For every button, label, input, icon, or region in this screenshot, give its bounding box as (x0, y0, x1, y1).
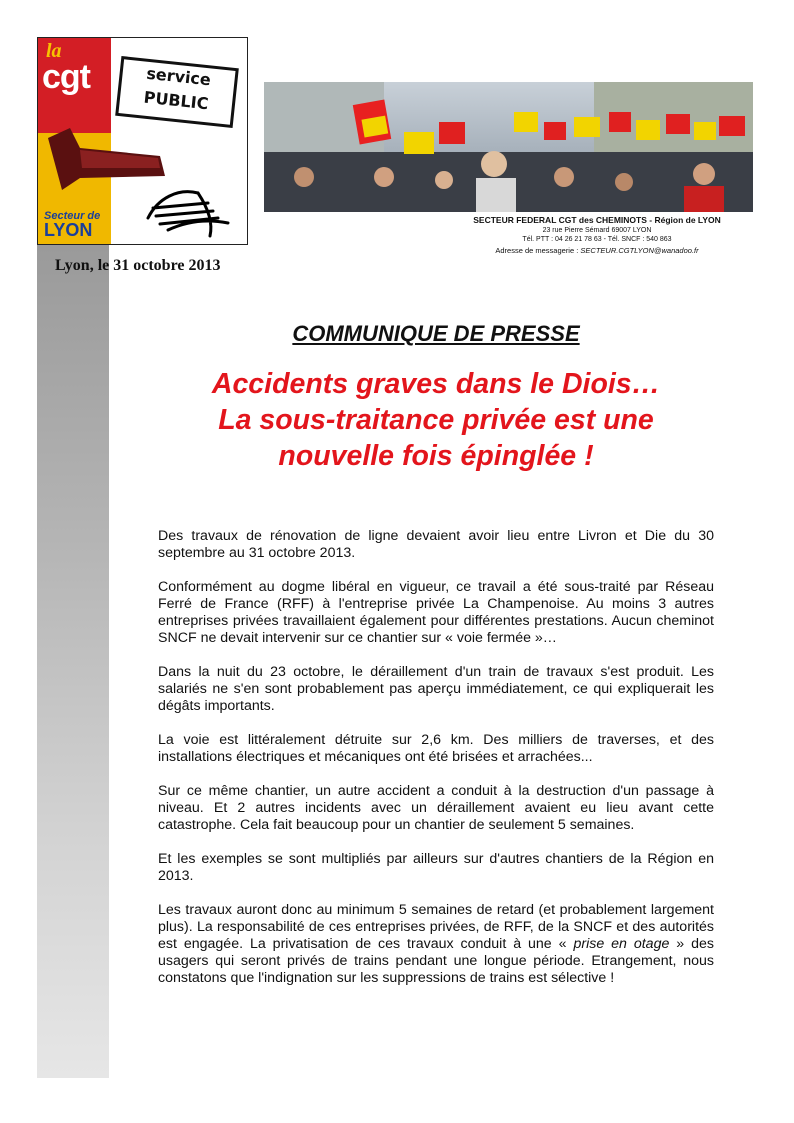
logo-signature-icon (138, 178, 238, 238)
contact-phones: Tél. PTT : 04 26 21 78 63 - Tél. SNCF : 540 863 (522, 236, 672, 243)
headline-line-3: nouvelle fois épinglée ! (278, 440, 594, 472)
contact-email-label: Adresse de messagerie : (495, 246, 581, 255)
last-paragraph-start: Les travaux auront donc au minimum 5 semaines de retard (et probablement largement plus). La responsabilité de ces entreprises privées, de RFF, de la SNCF et des autorités est engagée. La privatisation de ces travaux conduit à une « (158, 902, 714, 952)
logo-la-text: la (46, 40, 62, 62)
contact-address: 23 rue Pierre Sémard 69007 LYON (542, 227, 652, 234)
logo-secteur-text: Secteur de (44, 210, 101, 222)
paragraph: La voie est littéralement détruite sur 2,6 km. Des milliers de traverses, et des installations électriques et mécaniques ont été brisées et arrachées... (158, 732, 714, 765)
demonstration-photo (264, 82, 753, 212)
contact-org: SECTEUR FEDERAL CGT des CHEMINOTS - Région de LYON (473, 215, 721, 225)
paragraph: Sur ce même chantier, un autre accident a conduit à la destruction d'un passage à niveau. Et 2 autres incidents avec un déraillement avaient eu lieu avant cette catastrophe. Cela fait beaucoup pour un chantier de seulement 5 semaines. (158, 783, 714, 833)
left-gray-sidebar (37, 245, 109, 1078)
paragraph: Des travaux de rénovation de ligne devaient avoir lieu entre Livron et Die du 30 septembre au 31 octobre 2013. (158, 528, 714, 561)
contact-block (441, 214, 753, 258)
last-paragraph-end: » des usagers qui seront privés de trains pendant une longue période. Etrangement, nous constatons que l'indignation sur les suppressions de trains est sélective ! (158, 936, 714, 986)
contact-email: SECTEUR.CGTLYON@wanadoo.fr (580, 246, 699, 255)
service-public-stamp (115, 56, 239, 128)
body-text (158, 528, 714, 1004)
paragraph: Conformément au dogme libéral en vigueur, ce travail a été sous-traité par Réseau Ferré de France (RFF) à l'entreprise privée La Champenoise. Au moins 3 autres entreprises privées travaillaient également pour différentes prestations. Aucun cheminot SNCF ne devait intervenir sur ce chantier sur « voie fermée »… (158, 579, 714, 646)
place-date: Lyon, le 31 octobre 2013 (55, 257, 221, 274)
public-text: PUBLIC (142, 87, 210, 114)
communique-title: COMMUNIQUE DE PRESSE (292, 321, 580, 346)
headline (140, 366, 732, 474)
last-paragraph-emphasis: prise en otage (573, 936, 670, 952)
paragraph: Et les exemples se sont multipliés par ailleurs sur d'autres chantiers de la Région en 2013. (158, 851, 714, 884)
service-text: service (145, 63, 212, 90)
logo-cgt-text: cgt (42, 58, 90, 96)
logo-lyon-text: LYON (44, 220, 93, 240)
paragraph: Dans la nuit du 23 octobre, le déraillement d'un train de travaux s'est produit. Les salariés ne s'en sont probablement pas aperçu immédiatement, ce qui expliquerait les dégâts importants. (158, 664, 714, 714)
headline-line-2: La sous-traitance privée est une (218, 404, 654, 436)
headline-line-1: Accidents graves dans le Diois… (211, 368, 661, 400)
paragraph-last (158, 902, 714, 987)
contact-email-line (441, 244, 753, 258)
cgt-service-public-logo (37, 37, 248, 245)
